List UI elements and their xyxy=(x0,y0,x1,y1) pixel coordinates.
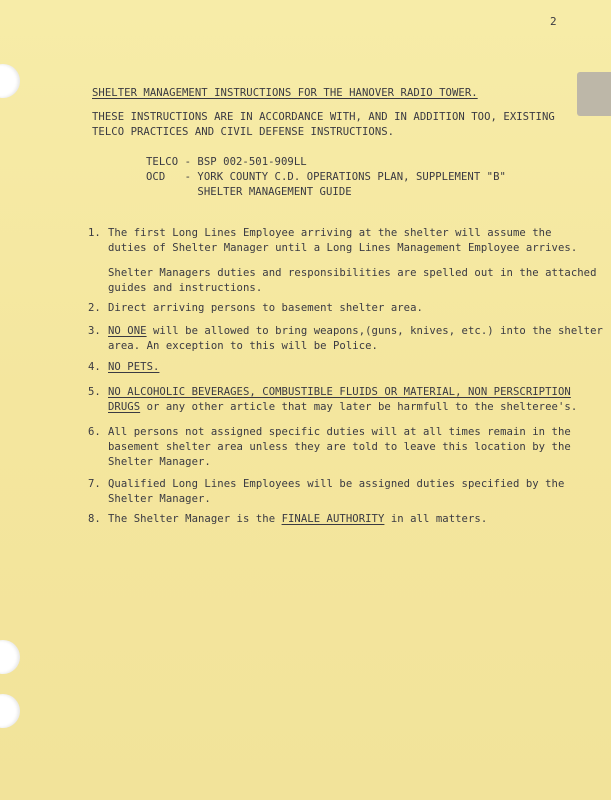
item-text: area. An exception to this will be Police. xyxy=(108,340,378,352)
page-number: 2 xyxy=(550,15,557,28)
item-text xyxy=(108,324,603,339)
item-number: 4. xyxy=(88,361,101,373)
item-text: basement shelter area unless they are told to leave this location by the xyxy=(108,441,571,453)
item-text: The first Long Lines Employee arriving at the shelter will assume the xyxy=(108,227,552,239)
item-text xyxy=(108,400,577,415)
item-text: Shelter Manager. xyxy=(108,493,211,505)
emphasis-text: NO PETS. xyxy=(108,361,160,373)
intro-line: THESE INSTRUCTIONS ARE IN ACCORDANCE WITH, AND IN ADDITION TOO, EXISTING xyxy=(92,111,555,123)
emphasis-text: DRUGS xyxy=(108,401,141,413)
item-subtext: guides and instructions. xyxy=(108,282,263,294)
item-text: Direct arriving persons to basement shelter area. xyxy=(108,302,423,314)
page-tab xyxy=(577,72,611,116)
item-subtext: Shelter Managers duties and responsibilities are spelled out in the attached xyxy=(108,267,597,279)
item-number: 7. xyxy=(88,478,101,490)
item-text-rest: will be allowed to bring weapons,(guns, knives, etc.) into the shelter xyxy=(146,325,603,337)
item-number: 1. xyxy=(88,227,101,239)
item-number: 6. xyxy=(88,426,101,438)
intro-line: TELCO PRACTICES AND CIVIL DEFENSE INSTRUCTIONS. xyxy=(92,126,395,138)
punch-hole xyxy=(0,64,20,98)
item-text xyxy=(108,512,487,527)
item-text: Qualified Long Lines Employees will be assigned duties specified by the xyxy=(108,478,565,490)
item-number: 5. xyxy=(88,386,101,398)
item-number: 2. xyxy=(88,302,101,314)
punch-hole xyxy=(0,694,20,728)
emphasis-text: NO ONE xyxy=(108,325,147,337)
item-text: All persons not assigned specific duties will at all times remain in the xyxy=(108,426,571,438)
reference-line: OCD - YORK COUNTY C.D. OPERATIONS PLAN, SUPPLEMENT "B" xyxy=(146,171,506,183)
item-text-pre: The Shelter Manager is the xyxy=(108,513,282,525)
item-text-rest: or any other article that may later be harmfull to the shelteree's. xyxy=(140,401,578,413)
punch-hole xyxy=(0,640,20,674)
item-number: 8. xyxy=(88,513,101,525)
emphasis-text: FINALE AUTHORITY xyxy=(281,513,385,525)
item-text: Shelter Manager. xyxy=(108,456,211,468)
item-text-post: in all matters. xyxy=(384,513,488,525)
reference-line: TELCO - BSP 002-501-909LL xyxy=(146,156,307,168)
reference-line: SHELTER MANAGEMENT GUIDE xyxy=(146,186,352,198)
emphasis-text: NO ALCOHOLIC BEVERAGES, COMBUSTIBLE FLUIDS OR MATERIAL, NON PERSCRIPTION xyxy=(108,386,571,398)
item-number: 3. xyxy=(88,325,101,337)
item-text: duties of Shelter Manager until a Long Lines Management Employee arrives. xyxy=(108,242,578,254)
heading: SHELTER MANAGEMENT INSTRUCTIONS FOR THE HANOVER RADIO TOWER. xyxy=(92,87,478,99)
